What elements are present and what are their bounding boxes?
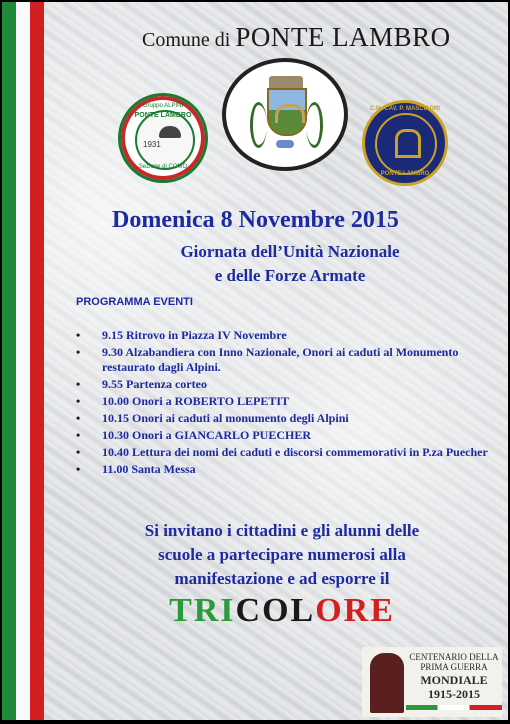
bridge-icon <box>275 104 305 123</box>
banda-top-text: C.M. CAV. P. MASCIADRI <box>370 106 440 112</box>
centenario-line-1: CENTENARIO DELLA <box>409 652 499 662</box>
program-item: • 10.00 Onori a ROBERTO LEPETIT <box>72 394 492 409</box>
program-item: • 9.55 Partenza corteo <box>72 377 492 392</box>
program-item: • 9.30 Alzabandiera con Inno Nazionale, Onori ai caduti al Monumento restaurato dagli Alpini. <box>72 345 492 375</box>
invitation-line-3: manifestazione e ad esporre il <box>174 569 390 588</box>
page-title <box>142 22 451 53</box>
flag-stripe-red <box>30 2 44 720</box>
alpini-bottom-text: Sezione di COMO <box>138 164 188 170</box>
program-item: • 10.40 Lettura dei nomi dei caduti e discorsi commemorativi in P.za Puecher <box>72 445 492 460</box>
lyre-base <box>395 155 421 158</box>
comune-coat-of-arms <box>222 58 348 171</box>
program-heading: PROGRAMMA EVENTI <box>76 296 193 308</box>
program-list <box>72 328 492 479</box>
tricolore-red: ORE <box>315 592 395 629</box>
soldier-icon <box>370 653 404 713</box>
laurel-branch-right-icon <box>306 102 323 148</box>
flag-stripe-white <box>16 2 30 720</box>
tricolore-heading <box>72 592 492 630</box>
laurel-branch-left-icon <box>250 102 267 148</box>
centenario-line-2: PRIMA GUERRA <box>420 662 488 672</box>
alpini-year: 1931 <box>143 140 161 149</box>
banda-logo <box>362 100 448 186</box>
event-subtitle-2: e delle Forze Armate <box>214 266 366 285</box>
alpini-name: PONTE LAMBRO <box>134 112 192 119</box>
lyre-icon <box>395 129 421 158</box>
title-town: PONTE LAMBRO <box>235 22 451 52</box>
title-prefix: Comune di <box>142 29 236 51</box>
invitation-line-1: Si invitano i cittadini e gli alunni delle <box>144 521 420 540</box>
invitation-text <box>72 519 492 591</box>
banda-bottom-text: PONTE LAMBRO <box>380 171 430 177</box>
crown-icon <box>269 76 303 88</box>
invitation-line-2: scuole a partecipare numerosi alla <box>158 545 406 564</box>
event-subtitle-1: Giornata dell’Unità Nazionale <box>180 242 400 261</box>
centenario-line-3: MONDIALE <box>420 673 488 687</box>
poster <box>2 2 508 720</box>
centenario-line-4: 1915-2015 <box>428 687 480 701</box>
italian-flag-icon <box>406 705 502 710</box>
alpini-top-text: Gruppo ALPINI <box>142 103 184 109</box>
centenario-logo <box>362 647 502 717</box>
tricolore-green: TRI <box>169 592 236 629</box>
program-item: • 10.15 Onori ai caduti al monumento degli Alpini <box>72 411 492 426</box>
alpine-hat-icon <box>159 126 181 138</box>
flag-stripe-green <box>2 2 16 720</box>
program-item: • 11.00 Santa Messa <box>72 462 492 477</box>
ribbon-icon <box>276 140 294 148</box>
program-item: • 9.15 Ritrovo in Piazza IV Novembre <box>72 328 492 343</box>
event-date: Domenica 8 Novembre 2015 <box>112 207 399 233</box>
shield-icon <box>267 88 307 136</box>
tricolore-white: COL <box>235 592 316 629</box>
program-item: • 10.30 Onori a GIANCARLO PUECHER <box>72 428 492 443</box>
alpini-logo <box>118 93 208 183</box>
